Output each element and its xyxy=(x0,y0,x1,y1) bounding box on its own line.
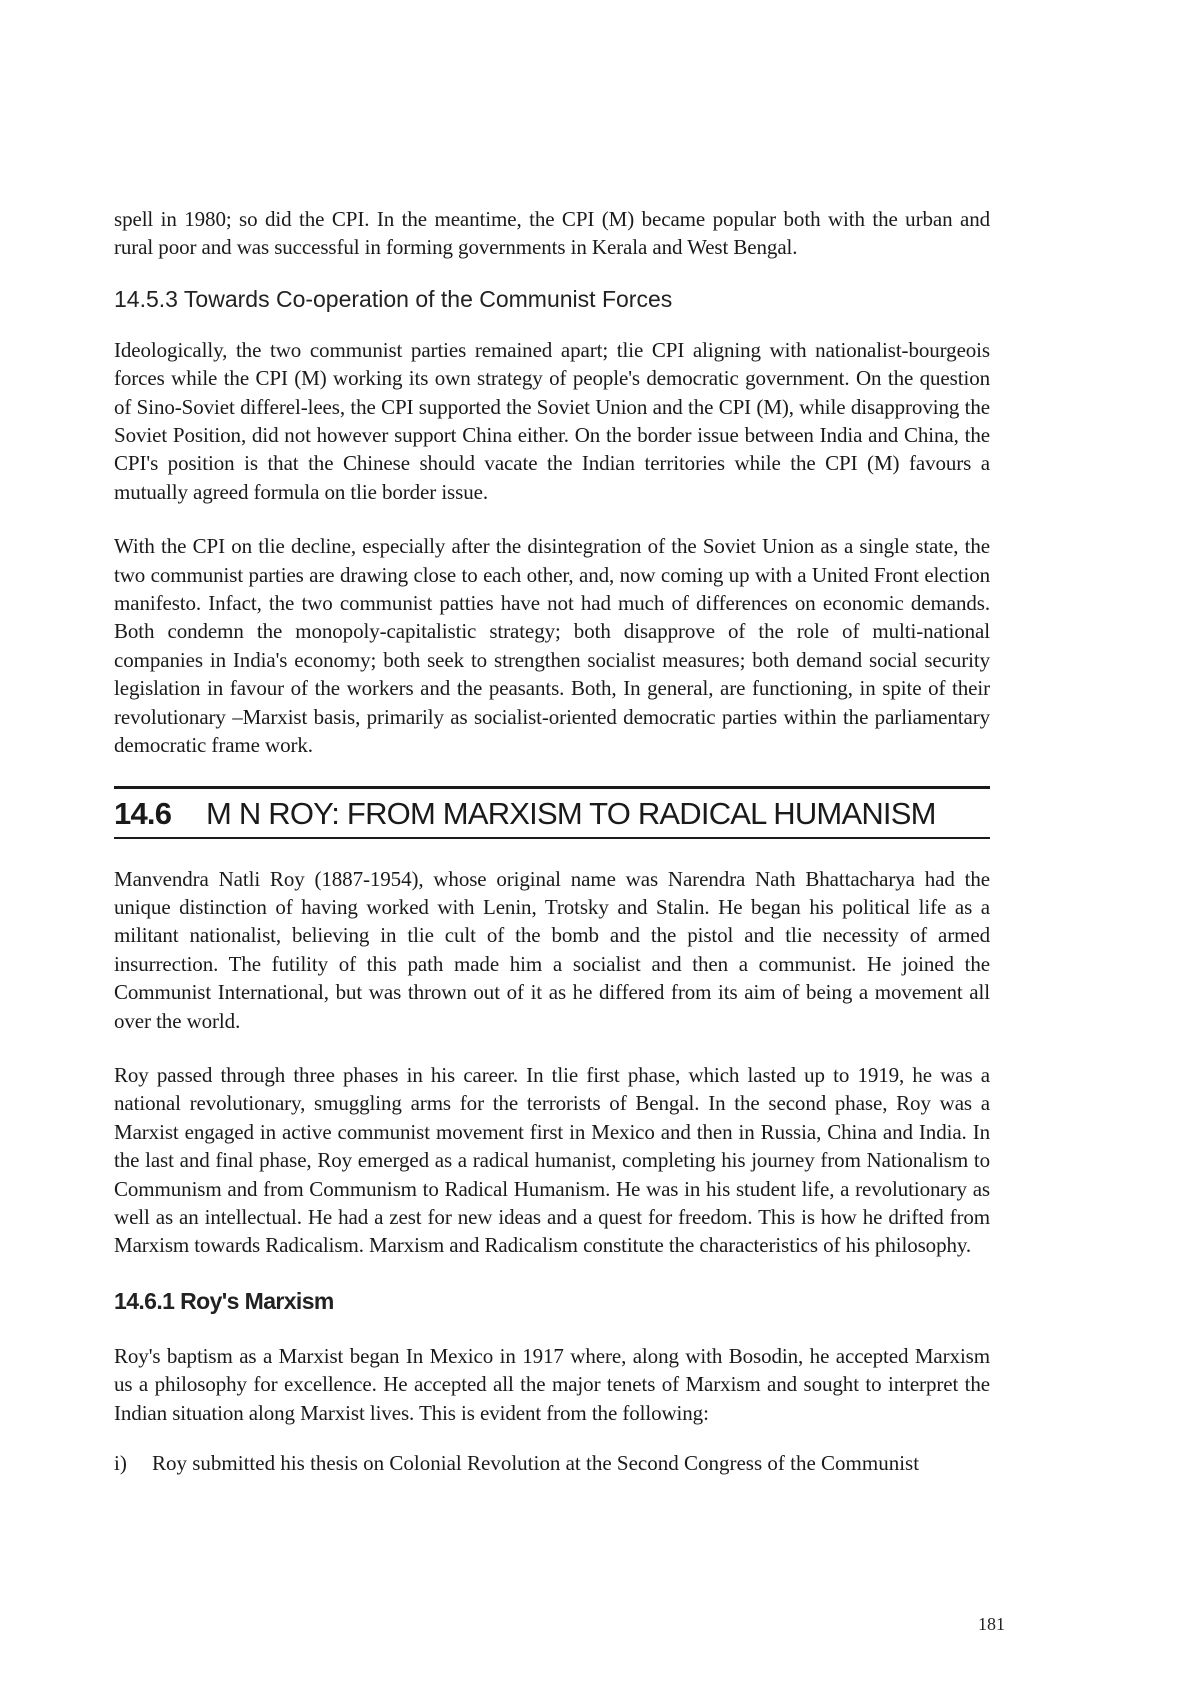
paragraph-roy-phases: Roy passed through three phases in his career. In tlie first phase, which lasted up to 1919, he was a national revolutionary, smuggling arms for the terrorists of Bengal. In the second phase, Roy was a Marxist engaged in active communist movement first in Mexico and then in Russia, China and India. In the last and final phase, Roy emerged as a radical humanist, completing his journey from Nationalism to Communism and from Communism to Radical Humanism. He was in his student life, a revolutionary as well as an intellectual. He had a zest for new ideas and a quest for freedom. This is how he drifted from Marxism towards Radicalism. Marxism and Radicalism constitute the characteristics of his philosophy. xyxy=(114,1062,990,1258)
paragraph-intro: spell in 1980; so did the CPI. In the meantime, the CPI (M) became popular both with the urban and rural poor and was successful in forming governments in Kerala and West Bengal. xyxy=(114,207,990,260)
list-item-text: Roy submitted his thesis on Colonial Revolution at the Second Congress of the Communist xyxy=(152,1451,920,1475)
document-page xyxy=(114,205,990,1477)
paragraph-roy-biography: Manvendra Natli Roy (1887-1954), whose original name was Narendra Nath Bhattacharya had the unique distinction of having worked with Lenin, Trotsky and Stalin. He began his political life as a militant nationalist, believing in tlie cult of the bomb and the pistol and tlie necessity of armed insurrection. The futility of this path made him a socialist and then a communist. He joined the Communist International, but was thrown out of it as he differed from its aim of being a movement all over the world. xyxy=(114,866,990,1033)
paragraph-drawing-close: With the CPI on tlie decline, especially after the disintegration of the Soviet Union as a single state, the two communist parties are drawing close to each other, and, now coming up with a United Front election manifesto. Infact, the two communist patties have not had much of differences on economic demands. Both condemn the monopoly-capitalistic strategy; both disapprove of the role of multi-national companies in India's economy; both seek to strengthen socialist measures; both demand social security legislation in favour of the workers and the peasants. Both, In general, are functioning, in spite of their revolutionary –Marxist basis, primarily as socialist-oriented democratic parties within the parliamentary democratic frame work. xyxy=(114,534,990,758)
section-heading-14-6 xyxy=(114,786,990,839)
list-item xyxy=(114,1449,990,1477)
paragraph-roys-marxism: Roy's baptism as a Marxist began In Mexico in 1917 where, along with Bosodin, he accepted Marxism us a philosophy for excellence. He accepted all the major tenets of Marxism and sought to interpret the Indian situation along Marxist lives. This is evident from the following: xyxy=(114,1343,990,1425)
subsection-heading-14-5-3: 14.5.3 Towards Co-operation of the Communist Forces xyxy=(114,285,673,312)
page-number: 181 xyxy=(978,1614,1005,1634)
section-number: 14.6 xyxy=(114,795,172,831)
subsection-heading-14-6-1: 14.6.1 Roy's Marxism xyxy=(114,1287,334,1314)
section-title: M N ROY: FROM MARXISM TO RADICAL HUMANISM xyxy=(206,795,936,831)
list-marker: i) xyxy=(114,1451,127,1475)
paragraph-ideological-differences: Ideologically, the two communist parties remained apart; tlie CPI aligning with nationalist-bourgeois forces while the CPI (M) working its own strategy of people's democratic government. On the question of Sino-Soviet differel-lees, the CPI supported the Soviet Union and the CPI (M), while disapproving the Soviet Position, did not however support China either. On the border issue between India and China, the CPI's position is that the Chinese should vacate the Indian territories while the CPI (M) favours a mutually agreed formula on tlie border issue. xyxy=(114,337,990,504)
